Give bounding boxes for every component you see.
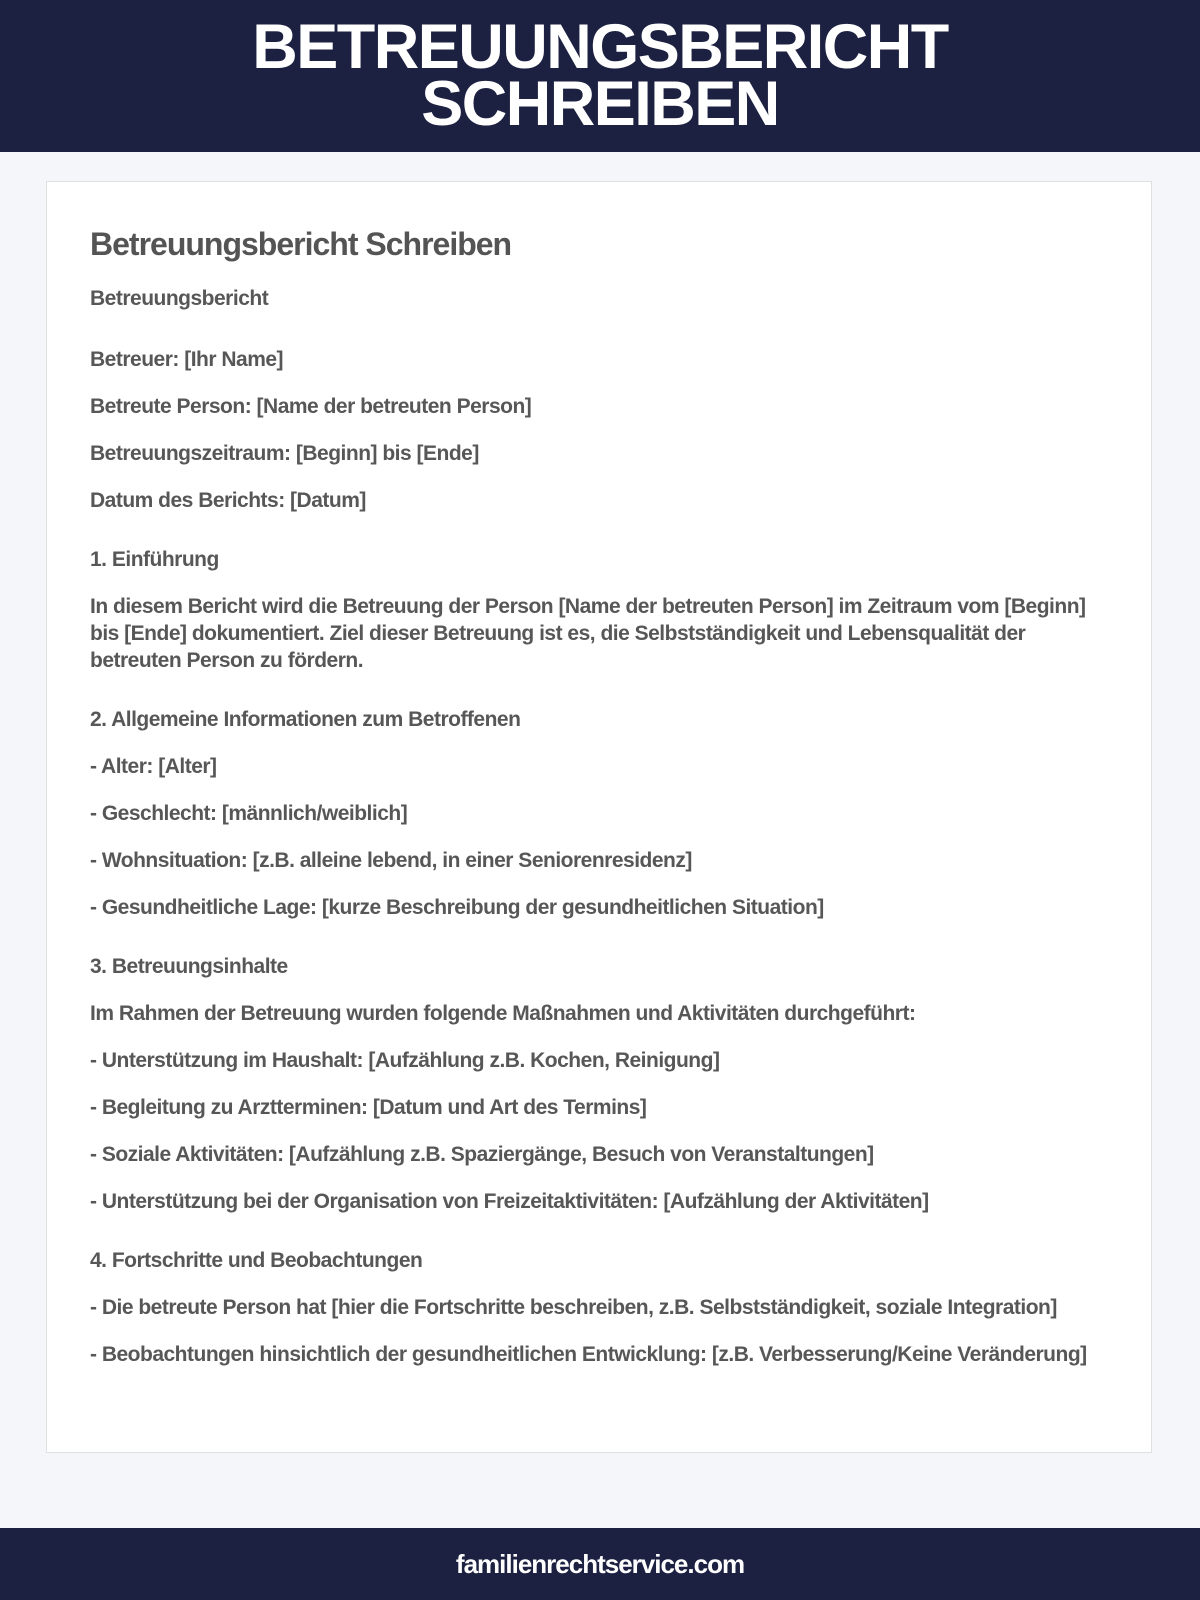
section-1-heading: 1. Einführung [90,548,219,571]
section-2-bullet-wohnsituation: - Wohnsituation: [z.B. alleine lebend, in einer Seniorenresidenz] [90,849,692,872]
section-3-bullet-freizeitaktivitaeten: - Unterstützung bei der Organisation von Freizeitaktivitäten: [Aufzählung der Aktivitäten] [90,1190,929,1213]
section-3-heading: 3. Betreuungsinhalte [90,955,288,978]
meta-line-betreute-person: Betreute Person: [Name der betreuten Person] [90,395,532,418]
footer-domain-text: familienrechtservice.com [455,1548,745,1579]
main-content [0,152,1200,1528]
site-banner-title-line2: SCHREIBEN [421,69,779,139]
meta-line-betreuungszeitraum: Betreuungszeitraum: [Beginn] bis [Ende] [90,442,479,465]
document-card [46,181,1152,1453]
section-2-bullet-geschlecht: - Geschlecht: [männlich/weiblich] [90,802,408,825]
section-3-bullet-arzttermine: - Begleitung zu Arztterminen: [Datum und Art des Termins] [90,1096,647,1119]
site-header [0,0,1200,152]
section-2-bullet-gesundheitliche-lage: - Gesundheitliche Lage: [kurze Beschreibung der gesundheitlichen Situation] [90,896,824,919]
section-1-paragraph: In diesem Bericht wird die Betreuung der Person [Name der betreuten Person] im Zeitraum vom [Beginn] bis [Ende] dokumentiert. Ziel dieser Betreuung ist es, die Selbstständigkeit und Lebensqualität der betreuten Person zu fördern. [90,595,1086,672]
meta-line-betreuer: Betreuer: [Ihr Name] [90,348,284,371]
section-3-bullet-soziale-aktivitaeten: - Soziale Aktivitäten: [Aufzählung z.B. Spaziergänge, Besuch von Veranstaltungen] [90,1143,874,1166]
section-3-intro: Im Rahmen der Betreuung wurden folgende Maßnahmen und Aktivitäten durchgeführt: [90,1002,916,1025]
site-footer [0,1528,1200,1600]
doc-title: Betreuungsbericht Schreiben [90,226,512,262]
site-banner-title-line1: BETREUUNGSBERICHT [252,12,948,82]
section-4-bullet-fortschritte: - Die betreute Person hat [hier die Fortschritte beschreiben, z.B. Selbstständigkeit, soziale Integration] [90,1296,1057,1319]
section-3-bullet-haushalt: - Unterstützung im Haushalt: [Aufzählung z.B. Kochen, Reinigung] [90,1049,720,1072]
section-4-bullet-beobachtungen: - Beobachtungen hinsichtlich der gesundheitlichen Entwicklung: [z.B. Verbesserung/Keine Veränderung] [90,1343,1087,1366]
doc-subtitle: Betreuungsbericht [90,287,269,310]
meta-line-datum: Datum des Berichts: [Datum] [90,489,366,512]
section-4-heading: 4. Fortschritte und Beobachtungen [90,1249,423,1272]
section-2-heading: 2. Allgemeine Informationen zum Betroffenen [90,708,521,731]
section-2-bullet-alter: - Alter: [Alter] [90,755,217,778]
